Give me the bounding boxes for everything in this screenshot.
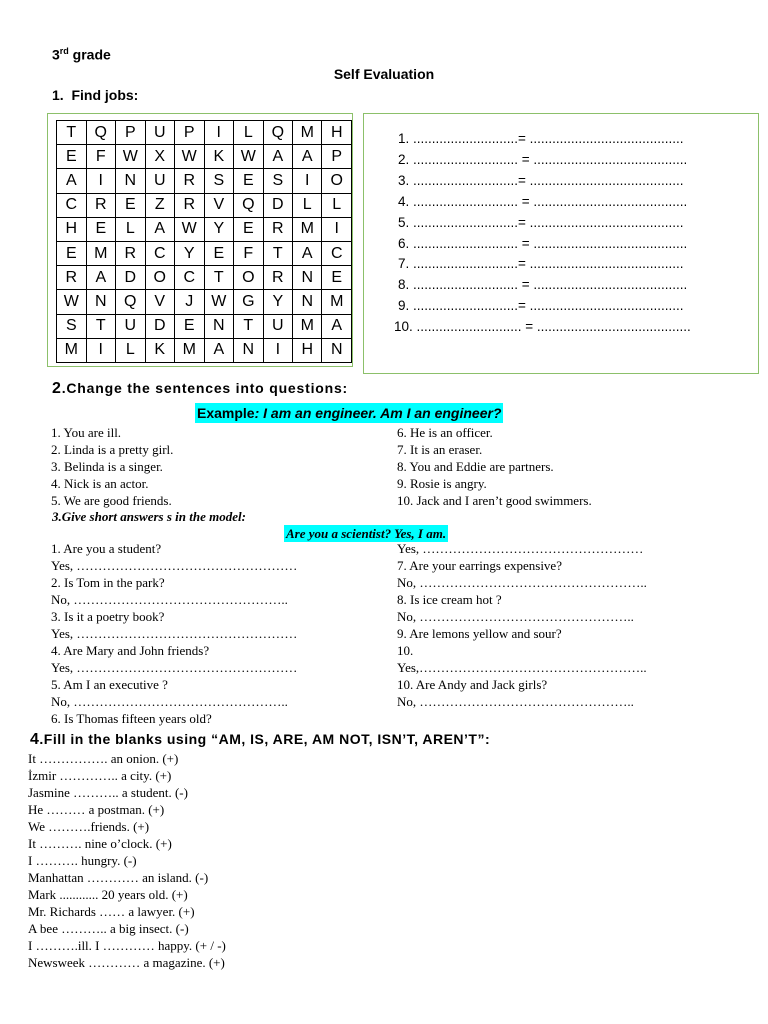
word-search-grid <box>56 120 352 363</box>
grid-cell: E <box>234 169 264 193</box>
grid-cell: A <box>204 338 234 362</box>
grid-cell: R <box>263 217 292 241</box>
text-line: No, ………………………………………….. <box>51 592 288 607</box>
grid-cell: L <box>116 217 146 241</box>
grid-cell: W <box>116 145 146 169</box>
text-line: Jasmine ……….. a student. (-) <box>28 785 188 800</box>
text-line: It ………. nine o’clock. (+) <box>28 836 172 851</box>
grid-cell: A <box>86 266 115 290</box>
grid-cell: H <box>57 217 87 241</box>
text-line: 5. Am I an executive ? <box>51 677 168 692</box>
grid-cell: S <box>204 169 234 193</box>
grid-cell: I <box>322 217 352 241</box>
grid-cell: R <box>57 266 87 290</box>
text-line: 2. Linda is a pretty girl. <box>51 442 174 457</box>
grid-cell: I <box>204 121 234 145</box>
grid-cell: M <box>293 217 322 241</box>
grid-cell: Q <box>116 290 146 314</box>
text-line: Mark ............ 20 years old. (+) <box>28 887 188 902</box>
grid-cell: E <box>204 241 234 265</box>
grid-cell: P <box>116 121 146 145</box>
page-title: Self Evaluation <box>333 66 435 82</box>
grid-cell: E <box>234 217 264 241</box>
grid-cell: R <box>174 169 204 193</box>
grid-cell: W <box>174 217 204 241</box>
text-line: 10. Are Andy and Jack girls? <box>397 677 548 692</box>
grid-cell: I <box>293 169 322 193</box>
answer-line: 5. ............................= ......................................... <box>398 214 684 230</box>
grid-row <box>57 217 352 241</box>
grid-cell: O <box>234 266 264 290</box>
grid-cell: A <box>263 145 292 169</box>
grid-cell: Z <box>145 193 174 217</box>
text-line: I ……….ill. I ………… happy. (+ / -) <box>28 938 226 953</box>
grid-cell: Q <box>234 193 264 217</box>
text-line: 10. <box>397 643 414 658</box>
grid-cell: W <box>174 145 204 169</box>
text-line: 9. Rosie is angry. <box>397 476 487 491</box>
section-3-heading: 3.Give short answers s in the model: <box>52 509 246 524</box>
grid-cell: N <box>322 338 352 362</box>
text-line: No, …………………………………………….. <box>397 575 647 590</box>
grid-cell: R <box>174 193 204 217</box>
grid-cell: C <box>174 266 204 290</box>
grid-cell: W <box>204 290 234 314</box>
text-line: 6. Is Thomas fifteen years old? <box>51 711 212 726</box>
grid-row <box>57 241 352 265</box>
grid-cell: M <box>293 314 322 338</box>
grid-cell: E <box>57 241 87 265</box>
grid-cell: R <box>86 193 115 217</box>
text-line: 3. Belinda is a singer. <box>51 459 163 474</box>
grid-cell: T <box>263 241 292 265</box>
grid-cell: L <box>234 121 264 145</box>
grid-cell: V <box>145 290 174 314</box>
grid-cell: H <box>293 338 322 362</box>
grid-cell: W <box>57 290 87 314</box>
grid-cell: C <box>145 241 174 265</box>
grid-cell: N <box>86 290 115 314</box>
grid-cell: I <box>263 338 292 362</box>
model-box: Are you a scientist? Yes, I am. <box>286 526 447 541</box>
grid-row <box>57 121 352 145</box>
grid-cell: A <box>293 241 322 265</box>
section-2-heading: 2.Change the sentences into questions: <box>52 380 349 397</box>
grid-cell: A <box>322 314 352 338</box>
grid-cell: D <box>145 314 174 338</box>
grid-cell: T <box>86 314 115 338</box>
grid-cell: K <box>145 338 174 362</box>
text-line: We ……….friends. (+) <box>28 819 150 834</box>
example-box: Example: I am an engineer. Am I an engineer? <box>197 405 502 421</box>
grid-cell: L <box>293 193 322 217</box>
grid-cell: L <box>116 338 146 362</box>
grid-cell: T <box>204 266 234 290</box>
text-line: 2. Is Tom in the park? <box>51 575 165 590</box>
grid-cell: E <box>57 145 87 169</box>
grid-cell: G <box>234 290 264 314</box>
text-line: 3. Is it a poetry book? <box>51 609 165 624</box>
text-line: 5. We are good friends. <box>51 493 172 508</box>
text-line: A bee ……….. a big insect. (-) <box>28 921 189 936</box>
grid-cell: R <box>263 266 292 290</box>
grid-cell: D <box>263 193 292 217</box>
grid-cell: A <box>293 145 322 169</box>
grid-cell: F <box>86 145 115 169</box>
grid-cell: W <box>234 145 264 169</box>
answer-line: 8. ............................ = ......................................... <box>398 277 688 293</box>
text-line: He ……… a postman. (+) <box>28 802 165 817</box>
text-line: 1. Are you a student? <box>51 541 162 556</box>
answer-line: 4. ............................ = ......................................... <box>398 193 688 209</box>
section-1-heading: 1. Find jobs: <box>52 87 139 103</box>
grid-cell: N <box>204 314 234 338</box>
text-line: Mr. Richards …… a lawyer. (+) <box>28 904 195 919</box>
grade-heading: 3rd grade <box>52 46 111 63</box>
answer-line: 10. ............................ = ......................................... <box>394 319 691 335</box>
grid-cell: M <box>174 338 204 362</box>
grid-cell: Q <box>263 121 292 145</box>
grid-row <box>57 290 352 314</box>
grid-cell: Y <box>174 241 204 265</box>
text-line: 4. Nick is an actor. <box>51 476 149 491</box>
grid-cell: X <box>145 145 174 169</box>
grid-cell: U <box>145 169 174 193</box>
grid-cell: S <box>57 314 87 338</box>
grid-cell: E <box>116 193 146 217</box>
section-4-heading: 4.Fill in the blanks using “AM, IS, ARE, AM NOT, ISN’T, AREN’T”: <box>30 731 491 748</box>
grid-cell: C <box>322 241 352 265</box>
answer-line: 3. ............................= ......................................... <box>398 172 684 188</box>
grid-cell: O <box>145 266 174 290</box>
grid-cell: A <box>57 169 87 193</box>
grid-row <box>57 338 352 362</box>
text-line: Yes, …………………………………………… <box>51 558 298 573</box>
grid-row <box>57 193 352 217</box>
grid-cell: U <box>263 314 292 338</box>
grid-row <box>57 266 352 290</box>
text-line: 7. It is an eraser. <box>397 442 483 457</box>
grid-cell: Y <box>204 217 234 241</box>
grid-cell: U <box>145 121 174 145</box>
grid-cell: E <box>174 314 204 338</box>
grid-cell: A <box>145 217 174 241</box>
grid-cell: N <box>293 290 322 314</box>
text-line: 6. He is an officer. <box>397 425 493 440</box>
grid-row <box>57 169 352 193</box>
grid-cell: R <box>116 241 146 265</box>
answers-frame <box>363 113 759 374</box>
grid-cell: J <box>174 290 204 314</box>
grid-cell: P <box>174 121 204 145</box>
grid-row <box>57 314 352 338</box>
grid-cell: F <box>234 241 264 265</box>
grid-cell: Y <box>263 290 292 314</box>
grid-cell: Q <box>86 121 115 145</box>
grid-cell: N <box>234 338 264 362</box>
text-line: No, ………………………………………….. <box>397 609 634 624</box>
text-line: 1. You are ill. <box>51 425 122 440</box>
text-line: Yes, …………………………………………… <box>51 660 298 675</box>
answer-line: 2. ............................ = ......................................... <box>398 151 688 167</box>
text-line: İzmir ………….. a city. (+) <box>28 768 172 783</box>
grid-cell: P <box>322 145 352 169</box>
text-line: Newsweek ………… a magazine. (+) <box>28 955 225 970</box>
grid-cell: D <box>116 266 146 290</box>
answer-line: 9. ............................= ......................................... <box>398 298 684 314</box>
answer-line: 1. ............................= ......................................... <box>398 131 684 146</box>
answer-line: 6. ............................ = ......................................... <box>398 235 688 251</box>
grid-cell: M <box>57 338 87 362</box>
text-line: No, ………………………………………….. <box>51 694 288 709</box>
text-line: 10. Jack and I aren’t good swimmers. <box>397 493 592 508</box>
grid-cell: M <box>293 121 322 145</box>
text-line: Yes, …………………………………………… <box>397 541 644 556</box>
grid-cell: T <box>234 314 264 338</box>
grid-cell: H <box>322 121 352 145</box>
text-line: Yes,…………………………………………….. <box>397 660 647 675</box>
grid-cell: N <box>293 266 322 290</box>
grid-cell: T <box>57 121 87 145</box>
grid-cell: C <box>57 193 87 217</box>
answer-line: 7. ............................= ......................................... <box>398 256 684 272</box>
text-line: 8. Is ice cream hot ? <box>397 592 502 607</box>
grid-cell: S <box>263 169 292 193</box>
text-line: 8. You and Eddie are partners. <box>397 459 554 474</box>
grid-cell: M <box>86 241 115 265</box>
text-line: It ……………. an onion. (+) <box>28 751 179 766</box>
text-line: Manhattan ………… an island. (-) <box>28 870 209 885</box>
grid-cell: U <box>116 314 146 338</box>
grid-row <box>57 145 352 169</box>
grid-cell: K <box>204 145 234 169</box>
grid-cell: L <box>322 193 352 217</box>
grid-cell: I <box>86 169 115 193</box>
text-line: No, ………………………………………….. <box>397 694 634 709</box>
text-line: I ………. hungry. (-) <box>28 853 137 868</box>
grid-cell: V <box>204 193 234 217</box>
grid-cell: M <box>322 290 352 314</box>
word-search-frame <box>47 113 353 367</box>
grid-cell: N <box>116 169 146 193</box>
text-line: 7. Are your earrings expensive? <box>397 558 562 573</box>
grid-cell: O <box>322 169 352 193</box>
grid-cell: I <box>86 338 115 362</box>
text-line: 4. Are Mary and John friends? <box>51 643 210 658</box>
grid-cell: E <box>322 266 352 290</box>
text-line: 9. Are lemons yellow and sour? <box>397 626 562 641</box>
grid-cell: E <box>86 217 115 241</box>
text-line: Yes, …………………………………………… <box>51 626 298 641</box>
